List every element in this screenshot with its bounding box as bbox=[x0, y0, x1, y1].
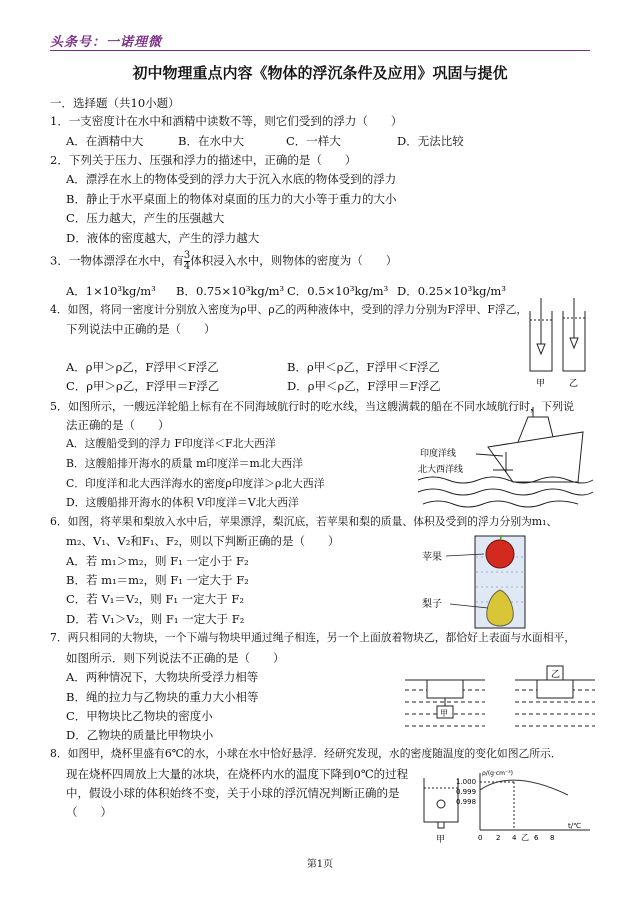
q8-chart-xtick-6: 6 bbox=[534, 834, 539, 842]
q4-fig-label-yi: 乙 bbox=[569, 379, 579, 389]
q7-option-b: B．绳的拉力与乙物块的重力大小相等 bbox=[66, 690, 259, 704]
q8-fig-label-jia: 甲 bbox=[436, 835, 446, 845]
q3-fraction: $\frac{3}{4}$ bbox=[183, 250, 191, 272]
q8-beaker bbox=[424, 778, 458, 828]
q4-option-b: B．ρ甲＜ρ乙，F浮甲＜F浮乙 bbox=[287, 360, 440, 374]
q5-option-a: A．这艘船受到的浮力 F印度洋＜F北大西洋 bbox=[66, 437, 276, 450]
q1-stem: 1．一支密度计在水中和酒精中读数不等，则它们受到的浮力（ ） bbox=[50, 114, 403, 128]
apple-shape bbox=[486, 540, 514, 568]
q8-chart-xtick-0: 0 bbox=[478, 834, 483, 842]
q7-option-c: C．甲物块比乙物块的密度小 bbox=[66, 709, 213, 723]
q8-stem-line1: 8．如图甲，烧杯里盛有6℃的水，小球在水中恰好悬浮．经研究发现，水的密度随温度的变化如图乙所示． bbox=[50, 747, 562, 760]
q2-option-a: A．漂浮在水上的物体受到的浮力大于沉入水底的物体受到的浮力 bbox=[66, 172, 397, 186]
page-number: 第1页 bbox=[306, 859, 334, 870]
q8-stem-line4: （ ） bbox=[66, 805, 112, 819]
q7-stem-line2: 如图所示．则下列说法不正确的是（ ） bbox=[66, 651, 285, 665]
q5-option-b: B．这艘船排开海水的质量 m印度洋＝m北大西洋 bbox=[66, 457, 303, 470]
q4-stem-line1: 4．如图，将同一密度计分别放入密度为ρ甲、ρ乙的两种液体中，受到的浮力分别为F浮甲、F浮乙， bbox=[50, 303, 528, 316]
q8-chart-ylabel: ρ/(g·cm⁻³) bbox=[482, 770, 513, 777]
q5-fig-label-indian: 印度洋线 bbox=[420, 449, 457, 459]
q3-option-c: C．0.5×10³kg/m³ bbox=[287, 284, 389, 298]
q8-chart-ytick-3: 0.998 bbox=[456, 798, 477, 806]
q4-option-d: D．ρ甲＜ρ乙，F浮甲＝F浮乙 bbox=[287, 379, 441, 393]
q4-stem-line2: 下列说法中正确的是（ ） bbox=[66, 322, 216, 336]
q6-stem-line2: m₂、V₁、V₂和F₁、F₂，则以下判断正确的是（ ） bbox=[66, 534, 340, 548]
q4-option-a: A．ρ甲＞ρ乙，F浮甲＜F浮乙 bbox=[66, 360, 219, 374]
page-title: 初中物理重点内容《物体的浮沉条件及应用》巩固与提优 bbox=[132, 64, 508, 82]
q1-option-d: D．无法比较 bbox=[397, 134, 464, 148]
q8-chart-xtick-8: 8 bbox=[550, 834, 555, 842]
q6-option-a: A．若 m₁＞m₂，则 F₁ 一定小于 F₂ bbox=[66, 554, 249, 568]
q4-hydrometer-figure bbox=[525, 296, 595, 391]
section-heading: 一．选择题（共10小题） bbox=[50, 96, 180, 110]
q8-stem-line3: 中，假设小球的体积始终不变，关于小球的浮沉情况判断正确的是 bbox=[66, 786, 400, 800]
q7-option-a: A．两种情况下，大物块所受浮力相等 bbox=[66, 670, 259, 684]
q2-option-b: B．静止于水平桌面上的物体对桌面的压力的大小等于重力的大小 bbox=[66, 192, 397, 206]
q1-option-c: C．一样大 bbox=[286, 134, 341, 148]
q5-ship-figure bbox=[418, 412, 593, 507]
q8-chart-xunit: t/℃ bbox=[568, 822, 581, 830]
q5-stem-line1: 5．如图所示，一艘远洋轮船上标有在不同海域航行时的吃水线，当这艘满载的船在不同水域航行时，下列说 bbox=[50, 400, 574, 413]
header-divider bbox=[50, 50, 590, 51]
q8-stem-line2: 现在烧杯四周放上大量的冰块，在烧杯内水的温度下降到0℃的过程 bbox=[66, 767, 409, 781]
q3-stem: 3．一物体漂浮在水中，有 $\frac{3}{4}$ 体积浸入水中，则物体的密度为（ ） bbox=[50, 250, 398, 272]
q5-fig-label-atlantic: 北大西洋线 bbox=[418, 465, 464, 475]
q2-stem: 2．下列关于压力、压强和浮力的描述中，正确的是（ ） bbox=[50, 153, 357, 167]
q6-fig-label-apple: 苹果 bbox=[422, 552, 442, 563]
q2-option-d: D．液体的密度越大，产生的浮力越大 bbox=[66, 231, 260, 245]
q6-stem-line1: 6．如图，将苹果和梨放入水中后，苹果漂浮，梨沉底，若苹果和梨的质量、体积及受到的浮力分别为m₁、 bbox=[50, 515, 558, 528]
q1-option-a: A．在酒精中大 bbox=[66, 134, 144, 148]
q3-option-a: A．1×10³kg/m³ bbox=[66, 284, 156, 298]
q5-option-d: D．这艘船排开海水的体积 V印度洋＝V北大西洋 bbox=[66, 496, 299, 509]
q5-option-c: C．印度洋和北大西洋海水的密度ρ印度洋＞ρ北大西洋 bbox=[66, 477, 325, 490]
q3-option-d: D．0.25×10³kg/m³ bbox=[397, 284, 506, 298]
q7-blocks-figure bbox=[405, 660, 595, 745]
q8-chart-xtick-2: 2 bbox=[496, 834, 501, 842]
header-brand: 头条号：一诺理微 bbox=[50, 35, 163, 50]
q7-stem-line1: 7．两只相同的大物块，一个下端与物块甲通过绳子相连，另一个上面放着物块乙，都恰好上表面与水面相平， bbox=[50, 631, 576, 644]
q7-option-d: D．乙物块的质量比甲物块小 bbox=[66, 728, 214, 742]
q1-option-b: B．在水中大 bbox=[178, 134, 244, 148]
q7-fig-label-yi: 乙 bbox=[551, 670, 561, 680]
q5-stem-line2: 法正确的是（ ） bbox=[66, 418, 170, 432]
q8-chart-ytick-2: 0.999 bbox=[456, 788, 477, 796]
q4-fig-label-jia: 甲 bbox=[536, 379, 546, 389]
q8-figures bbox=[418, 770, 593, 845]
q6-fig-label-pear: 梨子 bbox=[422, 599, 442, 610]
q6-fruit-figure bbox=[420, 532, 530, 632]
q6-option-c: C．若 V₁＝V₂，则 F₁ 一定大于 F₂ bbox=[66, 592, 244, 606]
q8-chart-ytick-1: 1.000 bbox=[456, 778, 477, 786]
q8-fig-label-yi: 乙 bbox=[521, 833, 529, 842]
q2-option-c: C．压力越大，产生的压强越大 bbox=[66, 211, 225, 225]
q3-option-b: B．0.75×10³kg/m³ bbox=[176, 284, 285, 298]
q6-option-b: B．若 m₁＝m₂，则 F₁ 一定大于 F₂ bbox=[66, 573, 249, 587]
q6-option-d: D．若 V₁＞V₂，则 F₁ 一定大于 F₂ bbox=[66, 612, 245, 626]
q4-option-c: C．ρ甲＞ρ乙，F浮甲＝F浮乙 bbox=[66, 379, 220, 393]
q7-fig-label-jia: 甲 bbox=[440, 709, 448, 718]
q8-chart-xtick-4: 4 bbox=[512, 834, 517, 842]
